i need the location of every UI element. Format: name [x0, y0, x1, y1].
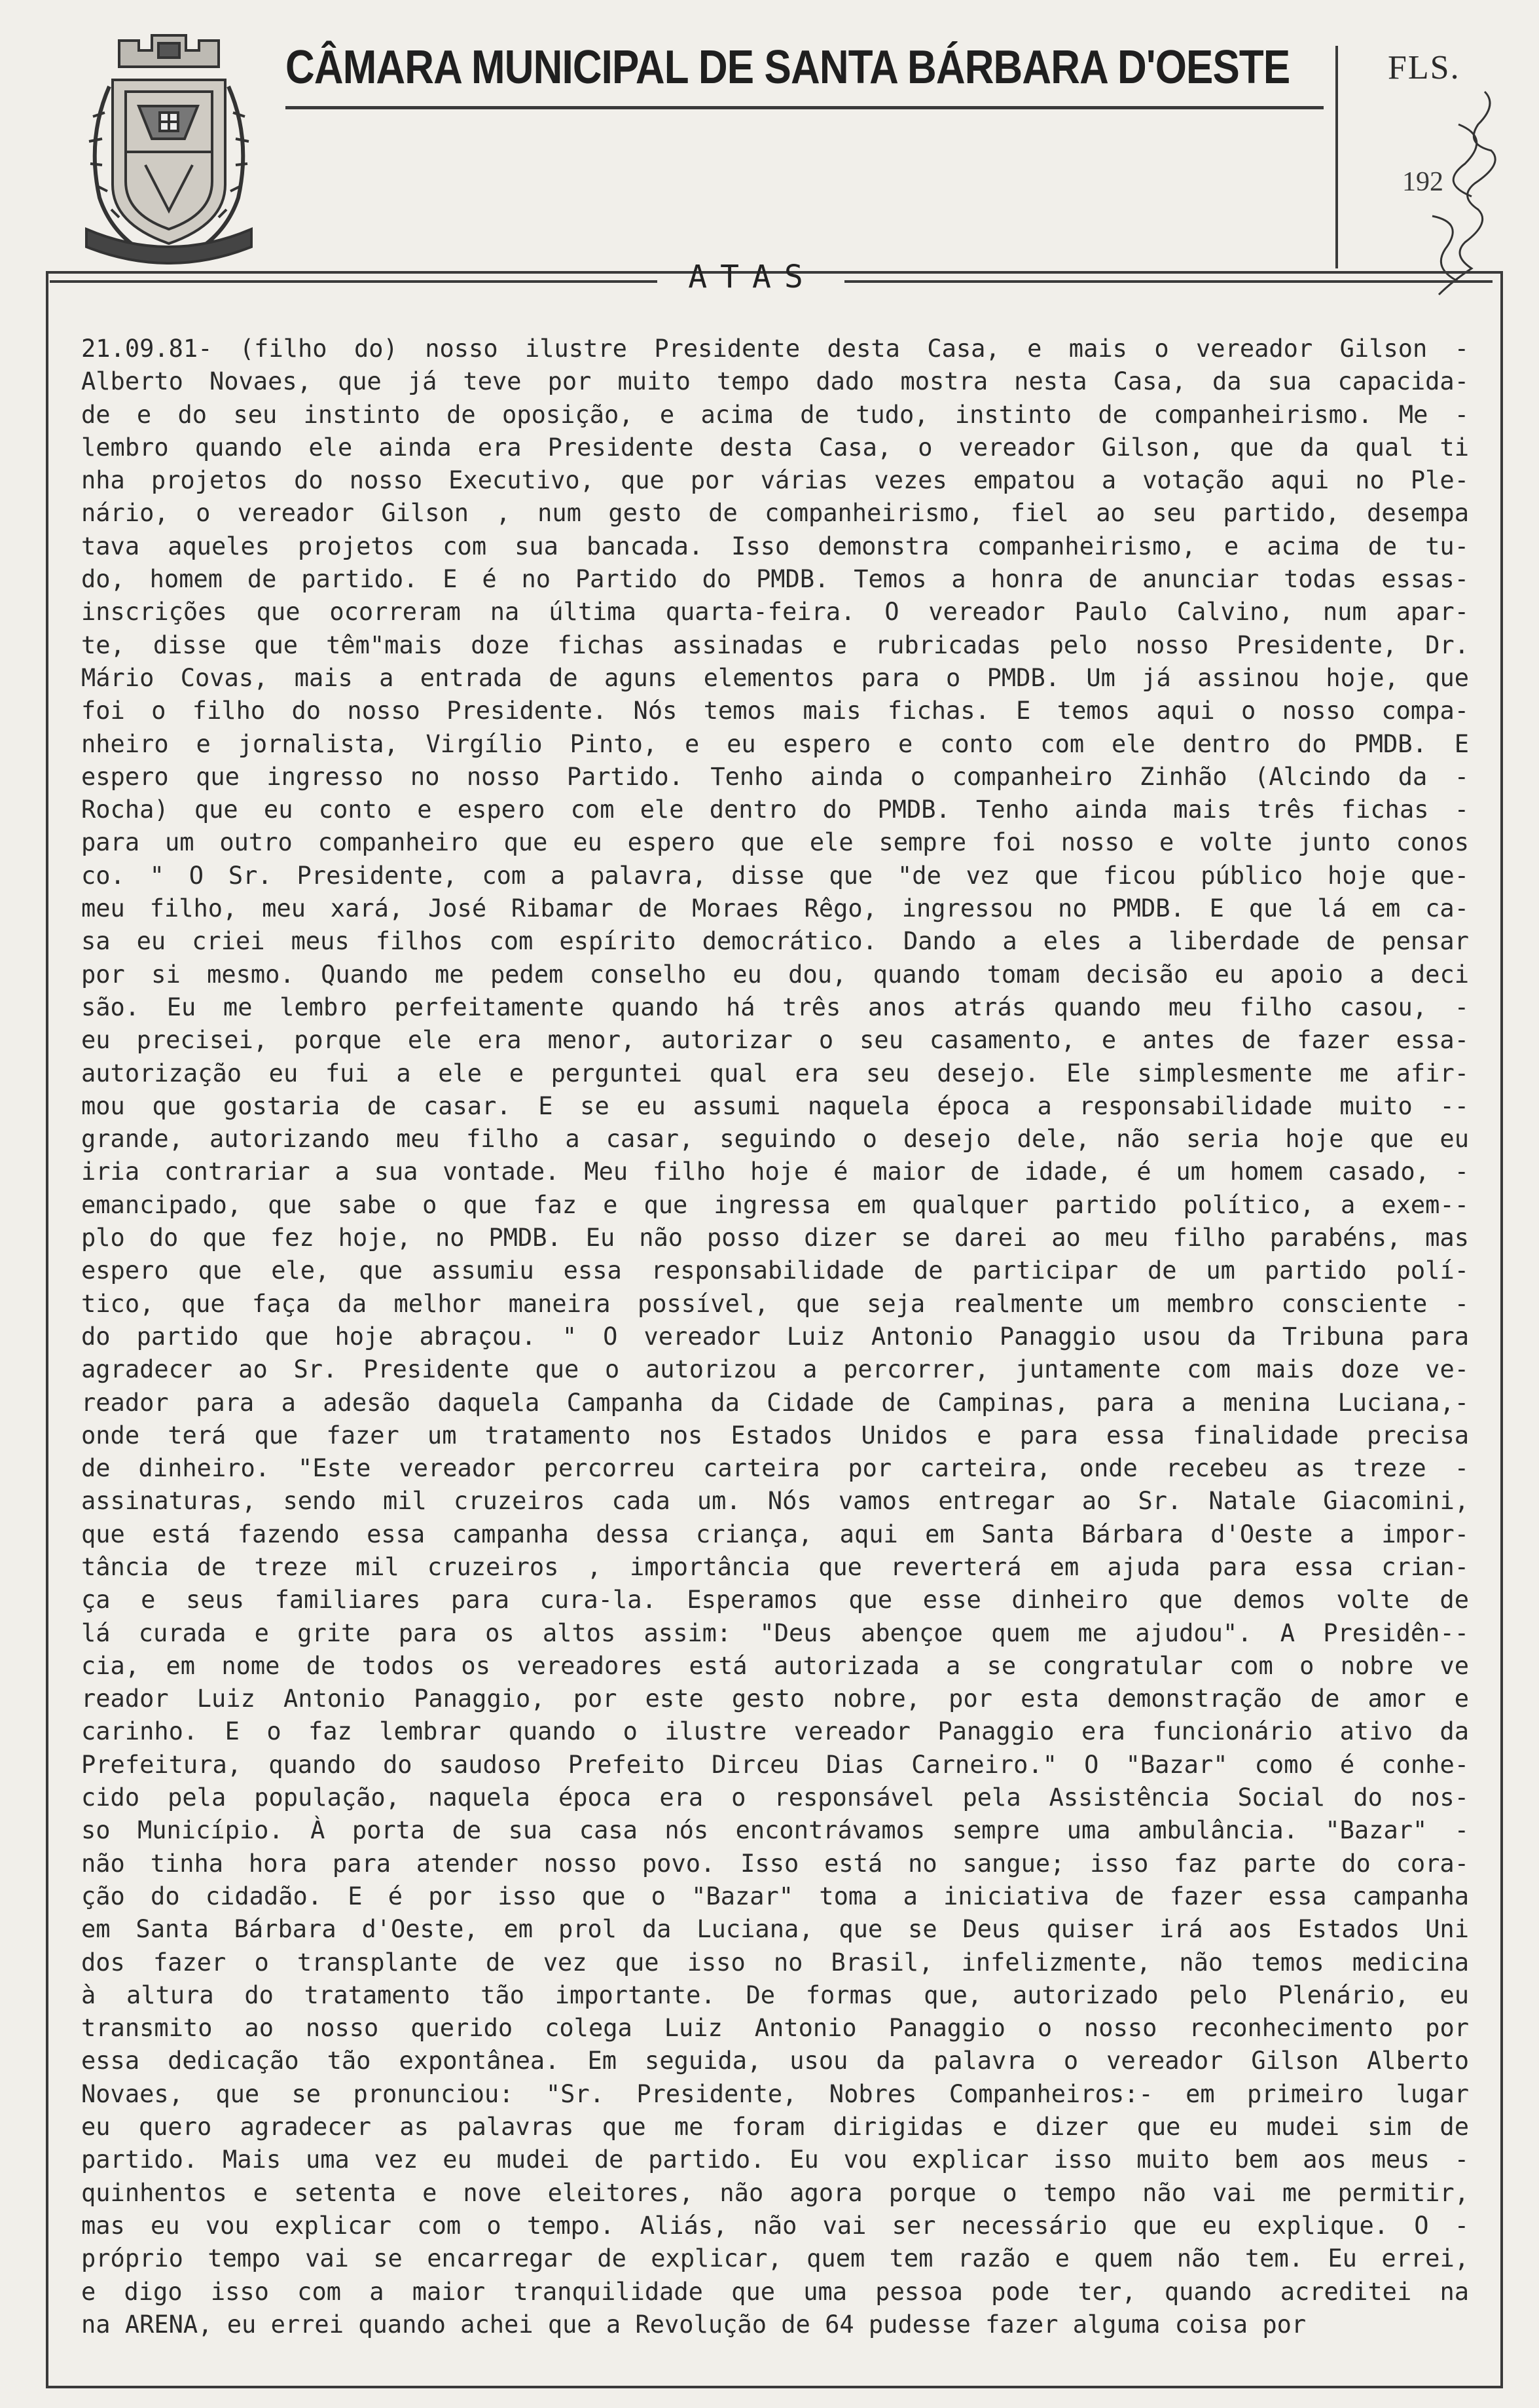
text-line: quinhentos e setenta e nove eleitores, não agora porque o tempo não vai me permitir, [81, 2178, 1469, 2207]
text-line: partido. Mais uma vez eu mudei de partido. Eu vou explicar isso muito bem aos meus - [81, 2145, 1469, 2174]
text-line: tico, que faça da melhor maneira possível, que seja realmente um membro consciente - [81, 1289, 1469, 1318]
text-line: mou que gostaria de casar. E se eu assumi naquela época a responsabilidade muito -- [81, 1091, 1469, 1120]
text-line: para um outro companheiro que eu espero que ele sempre foi nosso e volte junto conos [81, 828, 1469, 857]
text-line: Prefeitura, quando do saudoso Prefeito Dirceu Dias Carneiro." O "Bazar" como é conhe- [81, 1750, 1469, 1779]
text-line: autorização eu fui a ele e perguntei qual era seu desejo. Ele simplesmente me afir- [81, 1059, 1469, 1087]
handwritten-initials-icon [1413, 85, 1511, 301]
text-line: 21.09.81- (filho do) nosso ilustre Presidente desta Casa, e mais o vereador Gilson - [81, 335, 1469, 363]
vertical-divider [1335, 46, 1338, 268]
text-line: são. Eu me lembro perfeitamente quando há três anos atrás quando meu filho casou, - [81, 993, 1469, 1021]
text-line: Rocha) que eu conto e espero com ele dentro do PMDB. Tenho ainda mais três fichas - [81, 795, 1469, 824]
section-title: ATAS [688, 259, 816, 295]
text-line: tância de treze mil cruzeiros , importância que reverterá em ajuda para essa crian- [81, 1552, 1469, 1581]
text-line: ça e seus familiares para cura-la. Esperamos que esse dinheiro que demos volte de [81, 1586, 1469, 1614]
text-line: inscrições que ocorreram na última quarta-feira. O vereador Paulo Calvino, num apar- [81, 598, 1469, 627]
text-line: emancipado, que sabe o que faz e que ingressa em qualquer partido político, a exem-- [81, 1190, 1469, 1219]
text-line: cido pela população, naquela época era o responsável pela Assistência Social do nos- [81, 1783, 1469, 1812]
text-line: eu precisei, porque ele era menor, autorizar o seu casamento, e antes de fazer essa- [81, 1026, 1469, 1055]
text-line: grande, autorizando meu filho a casar, seguindo o desejo dele, não seria hoje que eu [81, 1125, 1469, 1154]
section-rule-right [844, 280, 1493, 283]
text-line: Novaes, que se pronunciou: "Sr. Presidente, Nobres Companheiros:- em primeiro lugar [81, 2079, 1469, 2108]
text-line: em Santa Bárbara d'Oeste, em prol da Luciana, que se Deus quiser irá aos Estados Uni [81, 1915, 1469, 1944]
text-line: mas eu vou explicar com o tempo. Aliás, não vai ser necessário que eu explique. O - [81, 2211, 1469, 2240]
text-line: transmito ao nosso querido colega Luiz Antonio Panaggio o nosso reconhecimento por [81, 2014, 1469, 2043]
text-line: iria contrariar a sua vontade. Meu filho hoje é maior de idade, é um homem casado, - [81, 1158, 1469, 1186]
text-line: Mário Covas, mais a entrada de aguns elementos para o PMDB. Um já assinou hoje, que [81, 663, 1469, 692]
text-line: nheiro e jornalista, Virgílio Pinto, e eu espero e conto com ele dentro do PMDB. E [81, 729, 1469, 758]
text-line: reador para a adesão daquela Campanha da Cidade de Campinas, para a menina Luciana,- [81, 1388, 1469, 1417]
text-line: nha projetos do nosso Executivo, que por várias vezes empatou a votação aqui no Ple- [81, 466, 1469, 495]
text-line: Alberto Novaes, que já teve por muito tempo dado mostra nesta Casa, da sua capacida- [81, 367, 1469, 396]
text-line: por si mesmo. Quando me pedem conselho eu dou, quando tomam decisão eu apoio a deci [81, 960, 1469, 989]
fls-label: FLS. [1388, 49, 1460, 86]
text-line: co. " O Sr. Presidente, com a palavra, disse que "de vez que ficou público hoje que- [81, 861, 1469, 890]
text-line: dos fazer o transplante de vez que isso no Brasil, infelizmente, não temos medicina [81, 1948, 1469, 1977]
text-line: do partido que hoje abraçou. " O vereador Luiz Antonio Panaggio usou da Tribuna para [81, 1322, 1469, 1351]
section-rule-left [50, 280, 657, 283]
text-line: cia, em nome de todos os vereadores está autorizada a se congratular com o nobre ve [81, 1651, 1469, 1680]
text-line: espero que ingresso no nosso Partido. Tenho ainda o companheiro Zinhão (Alcindo da - [81, 762, 1469, 791]
text-line: à altura do tratamento tão importante. De formas que, autorizado pelo Plenário, eu [81, 1980, 1469, 2009]
text-line: tava aqueles projetos com sua bancada. Isso demonstra companheirismo, e acima de tu- [81, 532, 1469, 560]
text-line: essa dedicação tão expontânea. Em seguida, usou da palavra o vereador Gilson Alberto [81, 2047, 1469, 2075]
page-number: 192 [1402, 167, 1443, 197]
text-line: de e do seu instinto de oposição, e acima de tudo, instinto de companheirismo. Me - [81, 400, 1469, 429]
text-line: foi o filho do nosso Presidente. Nós temos mais fichas. E temos aqui o nosso compa- [81, 697, 1469, 725]
minutes-body [81, 333, 1469, 2341]
text-line: que está fazendo essa campanha dessa criança, aqui em Santa Bárbara d'Oeste a impor- [81, 1520, 1469, 1548]
text-line: reador Luiz Antonio Panaggio, por este gesto nobre, por esta demonstração de amor e [81, 1685, 1469, 1713]
text-line: não tinha hora para atender nosso povo. Isso está no sangue; isso faz parte do cora- [81, 1849, 1469, 1878]
text-line: agradecer ao Sr. Presidente que o autorizou a percorrer, juntamente com mais doze ve- [81, 1355, 1469, 1384]
council-title: CÂMARA MUNICIPAL DE SANTA BÁRBARA D'OESTE [285, 41, 1290, 94]
text-line: e digo isso com a maior tranquilidade que uma pessoa pode ter, quando acreditei na [81, 2277, 1469, 2306]
text-line: te, disse que têm"mais doze fichas assinadas e rubricadas pelo nosso Presidente, Dr. [81, 630, 1469, 659]
text-line: plo do que fez hoje, no PMDB. Eu não posso dizer se darei ao meu filho parabéns, mas [81, 1224, 1469, 1252]
text-line: na ARENA, eu errei quando achei que a Revolução de 64 pudesse fazer alguma coisa por [81, 2310, 1307, 2339]
text-line: nário, o vereador Gilson , num gesto de companheirismo, fiel ao seu partido, desempa [81, 499, 1469, 528]
text-line: so Município. À porta de sua casa nós encontrávamos sempre uma ambulância. "Bazar" - [81, 1816, 1469, 1845]
header-divider [285, 106, 1324, 109]
text-line: do, homem de partido. E é no Partido do PMDB. Temos a honra de anunciar todas essas- [81, 565, 1469, 594]
text-line: ção do cidadão. E é por isso que o "Bazar" toma a iniciativa de fazer essa campanha [81, 1882, 1469, 1910]
text-line: onde terá que fazer um tratamento nos Estados Unidos e para essa finalidade precisa [81, 1421, 1469, 1450]
municipal-coat-of-arms-icon [73, 21, 264, 265]
text-line: lembro quando ele ainda era Presidente desta Casa, o vereador Gilson, que da qual ti [81, 433, 1469, 462]
text-line: de dinheiro. "Este vereador percorreu carteira por carteira, onde recebeu as treze - [81, 1454, 1469, 1483]
text-line: meu filho, meu xará, José Ribamar de Moraes Rêgo, ingressou no PMDB. E que lá em ca- [81, 894, 1469, 923]
text-line: eu quero agradecer as palavras que me foram dirigidas e dizer que eu mudei sim de [81, 2113, 1469, 2142]
text-line: próprio tempo vai se encarregar de explicar, quem tem razão e quem não tem. Eu errei, [81, 2244, 1469, 2273]
text-line: carinho. E o faz lembrar quando o ilustre vereador Panaggio era funcionário ativo da [81, 1717, 1469, 1746]
text-line: assinaturas, sendo mil cruzeiros cada um. Nós vamos entregar ao Sr. Natale Giacomini, [81, 1487, 1469, 1516]
text-line: lá curada e grite para os altos assim: "Deus abençoe quem me ajudou". A Presidên-- [81, 1618, 1469, 1647]
text-line: espero que ele, que assumiu essa responsabilidade de participar de um partido polí- [81, 1256, 1469, 1285]
text-line: sa eu criei meus filhos com espírito democrático. Dando a eles a liberdade de pensar [81, 927, 1469, 956]
